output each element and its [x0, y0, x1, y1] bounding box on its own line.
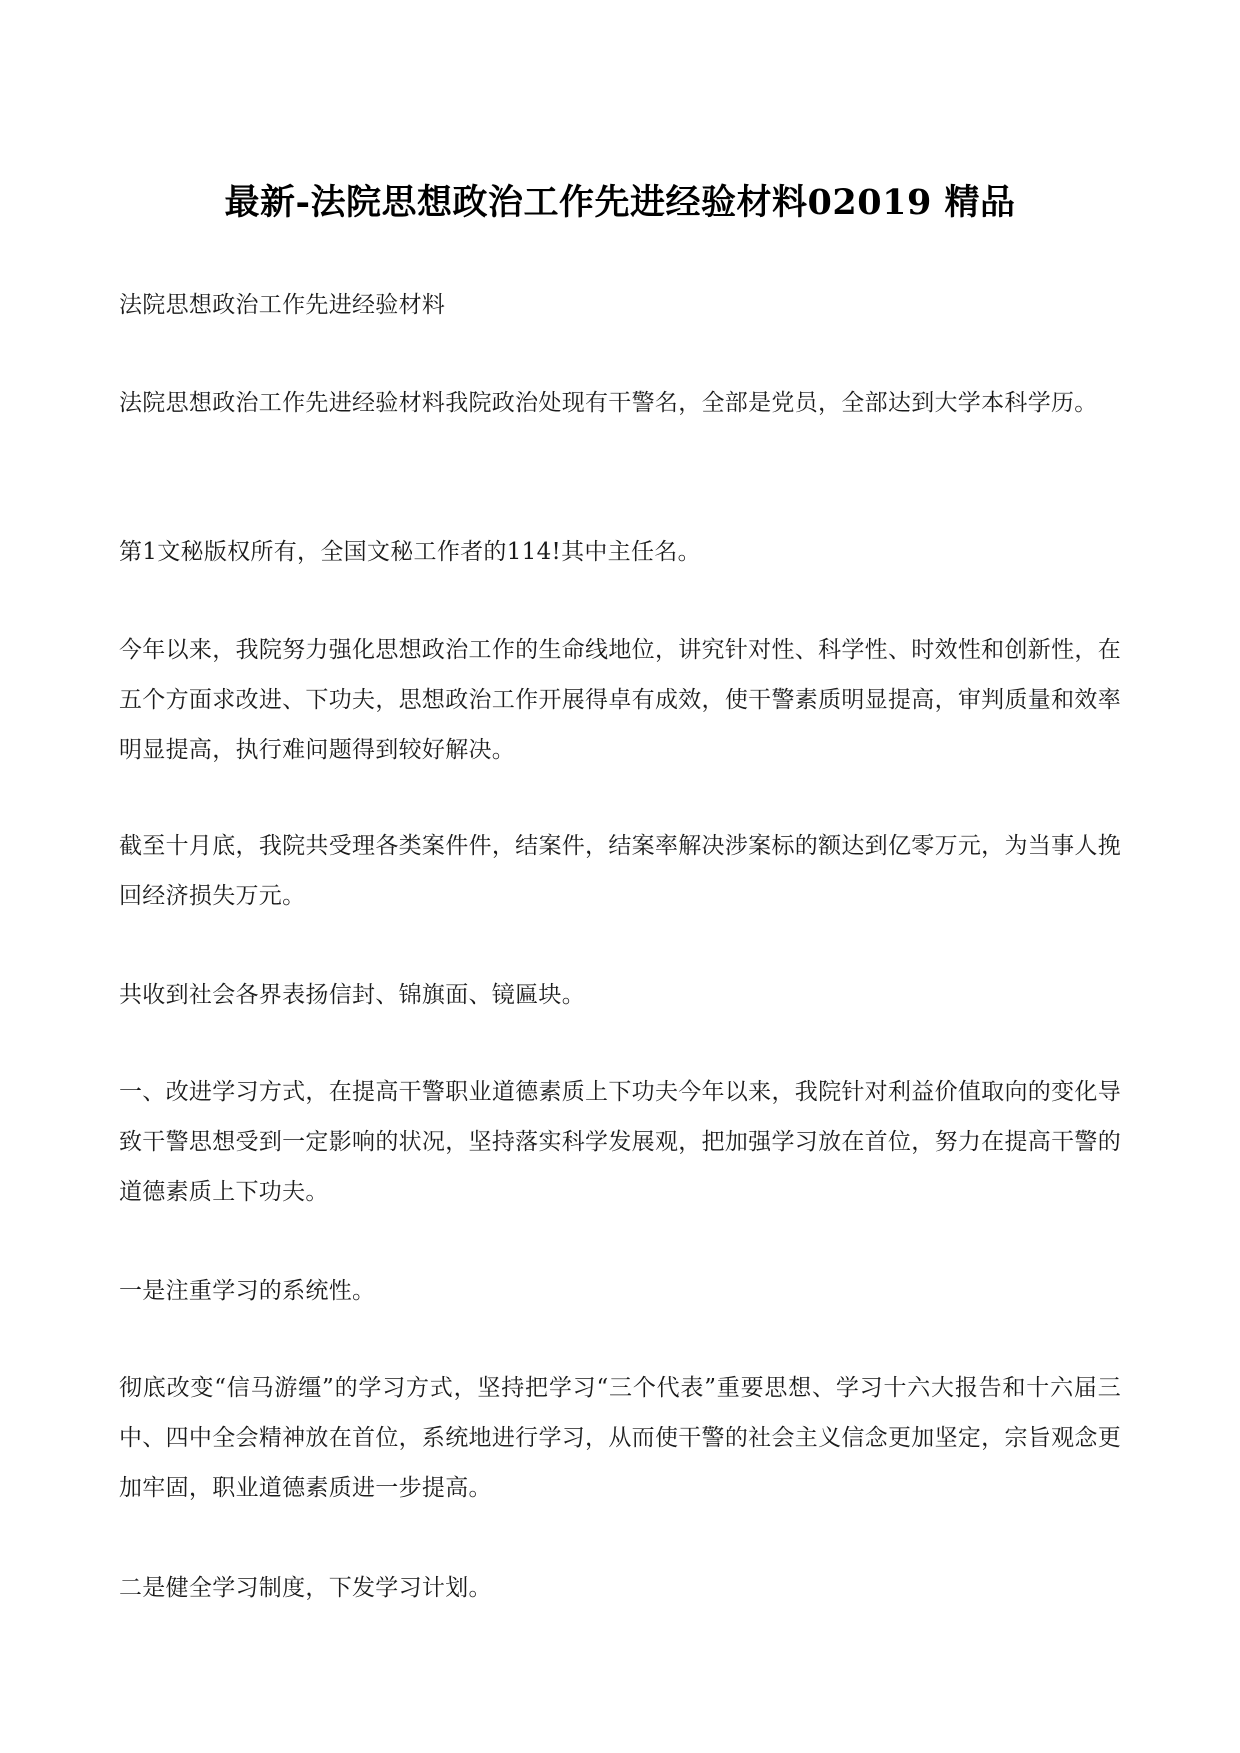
paragraph-honors: 共收到社会各界表扬信封、锦旗面、镜匾块。 — [119, 982, 585, 1008]
paragraph-subtitle: 法院思想政治工作先进经验材料 — [119, 292, 446, 318]
paragraph-point-one: 一是注重学习的系统性。 — [119, 1278, 376, 1304]
paragraph-copyright-note: 第1文秘版权所有，全国文秘工作者的114!其中主任名。 — [119, 539, 701, 565]
paragraph-section-one: 一、改进学习方式，在提高干警职业道德素质上下功夫今年以来，我院针对利益价值取向的变化导致干警思想受到一定影响的状况，坚持落实科学发展观，把加强学习放在首位，努力在提高干警的道德素质上下功夫。 — [119, 1079, 1121, 1205]
paragraph-point-two: 二是健全学习制度，下发学习计划。 — [119, 1575, 492, 1601]
paragraph-study-method: 彻底改变“信马游缰”的学习方式，坚持把学习“三个代表”重要思想、学习十六大报告和十六届三中、四中全会精神放在首位，系统地进行学习，从而使干警的社会主义信念更加坚定，宗旨观念更加牢固，职业道德素质进一步提高。 — [119, 1375, 1121, 1501]
document-title: 最新-法院思想政治工作先进经验材料02019 精品 — [224, 182, 1016, 224]
paragraph-intro: 法院思想政治工作先进经验材料我院政治处现有干警名，全部是党员，全部达到大学本科学历。 — [119, 390, 1098, 416]
paragraph-case-stats: 截至十月底，我院共受理各类案件件，结案件，结案率解决涉案标的额达到亿零万元，为当事人挽回经济损失万元。 — [119, 833, 1121, 909]
paragraph-overview: 今年以来，我院努力强化思想政治工作的生命线地位，讲究针对性、科学性、时效性和创新性，在五个方面求改进、下功夫，思想政治工作开展得卓有成效，使干警素质明显提高，审判质量和效率明显提高，执行难问题得到较好解决。 — [119, 637, 1121, 763]
